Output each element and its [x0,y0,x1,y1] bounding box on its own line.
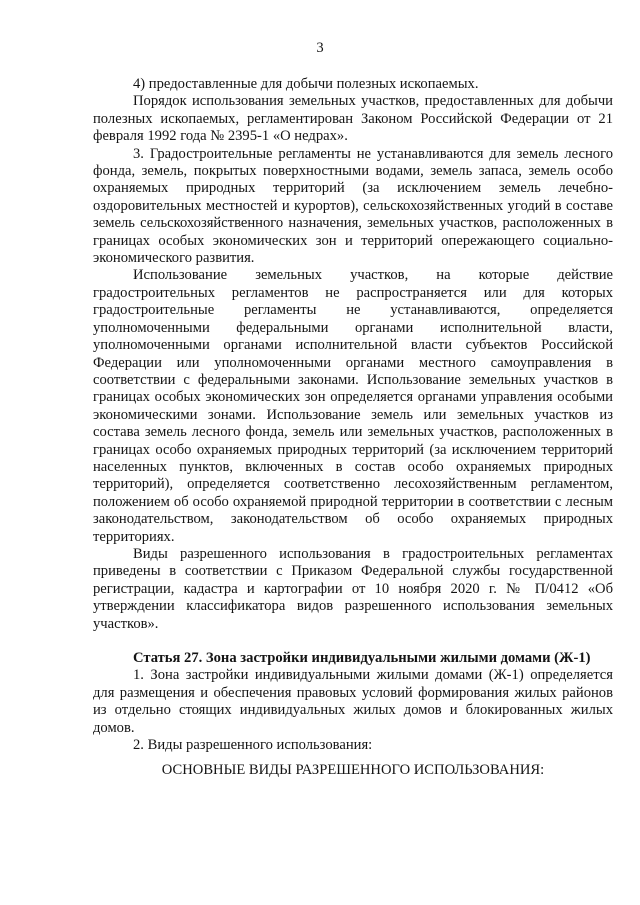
article-title: Статья 27. Зона застройки индивидуальными жилыми домами (Ж-1) [133,650,591,666]
paragraph: Порядок использования земельных участков, предоставленных для добычи полезных ископаемых, регламентирован Законом Российской Федерации от 21 февраля 1992 года № 2395-1 «О недрах». [93,93,613,145]
article-paragraph: 2. Виды разрешенного использования: [133,737,373,754]
paragraph: 3. Градостроительные регламенты не устанавливаются для земель лесного фонда, земель, покрытых поверхностными водами, земель запаса, земель особо охраняемых природных территорий (за исключением земель лечебно-оздоровительных местностей и курортов), сельскохозяйственных угодий в составе земель сельскохозяйственного назначения, земельных участков, расположенных в границах особых экономических зон и территорий опережающего социально-экономического развития. [93,145,613,267]
spacer [93,633,613,650]
paragraph: Использование земельных участков, на которые действие градостроительных регламентов не распространяется или для которых градостроительные регламенты не устанавливаются, определяется уполномоченными федеральными органами исполнительной власти, уполномоченными органами исполнительной власти субъектов Российской Федерации или уполномоченными органами местного самоуправления в соответствии с федеральными законами. Использование земельных участков в границах особых экономических зон определяется органами управления особыми экономическими зонами. Использование земель или земельных участков из состава земель лесного фонда, земель или земельных участков, расположенных в границах особо охраняемых природных территорий (за исключением территорий населенных пунктов, включенных в состав особо охраняемых природных территорий), определяется соответственно лесохозяйственным регламентом, положением об особо охраняемой природной территории в соответствии с лесным законодательством, законодательством об особо охраняемых природных территориях. [93,267,613,545]
document-body [93,76,613,780]
page-number: 3 [316,40,324,56]
article-paragraph: 1. Зона застройки индивидуальными жилыми домами (Ж-1) определяется для размещения и обеспечения правовых условий формирования жилых районов из отдельно стоящих индивидуальных жилых домов и блокированных жилых домов. [93,667,613,736]
paragraph: 4) предоставленные для добычи полезных ископаемых. [133,76,479,92]
spacer [93,754,613,762]
paragraph: Виды разрешенного использования в градостроительных регламентах приведены в соответствии с Приказом Федеральной службы государственной регистрации, кадастра и картографии от 10 ноября 2020 г. № П/0412 «Об утверждении классификатора видов разрешенного использования земельных участков». [93,545,613,632]
section-heading: ОСНОВНЫЕ ВИДЫ РАЗРЕШЕННОГО ИСПОЛЬЗОВАНИЯ: [161,762,545,779]
